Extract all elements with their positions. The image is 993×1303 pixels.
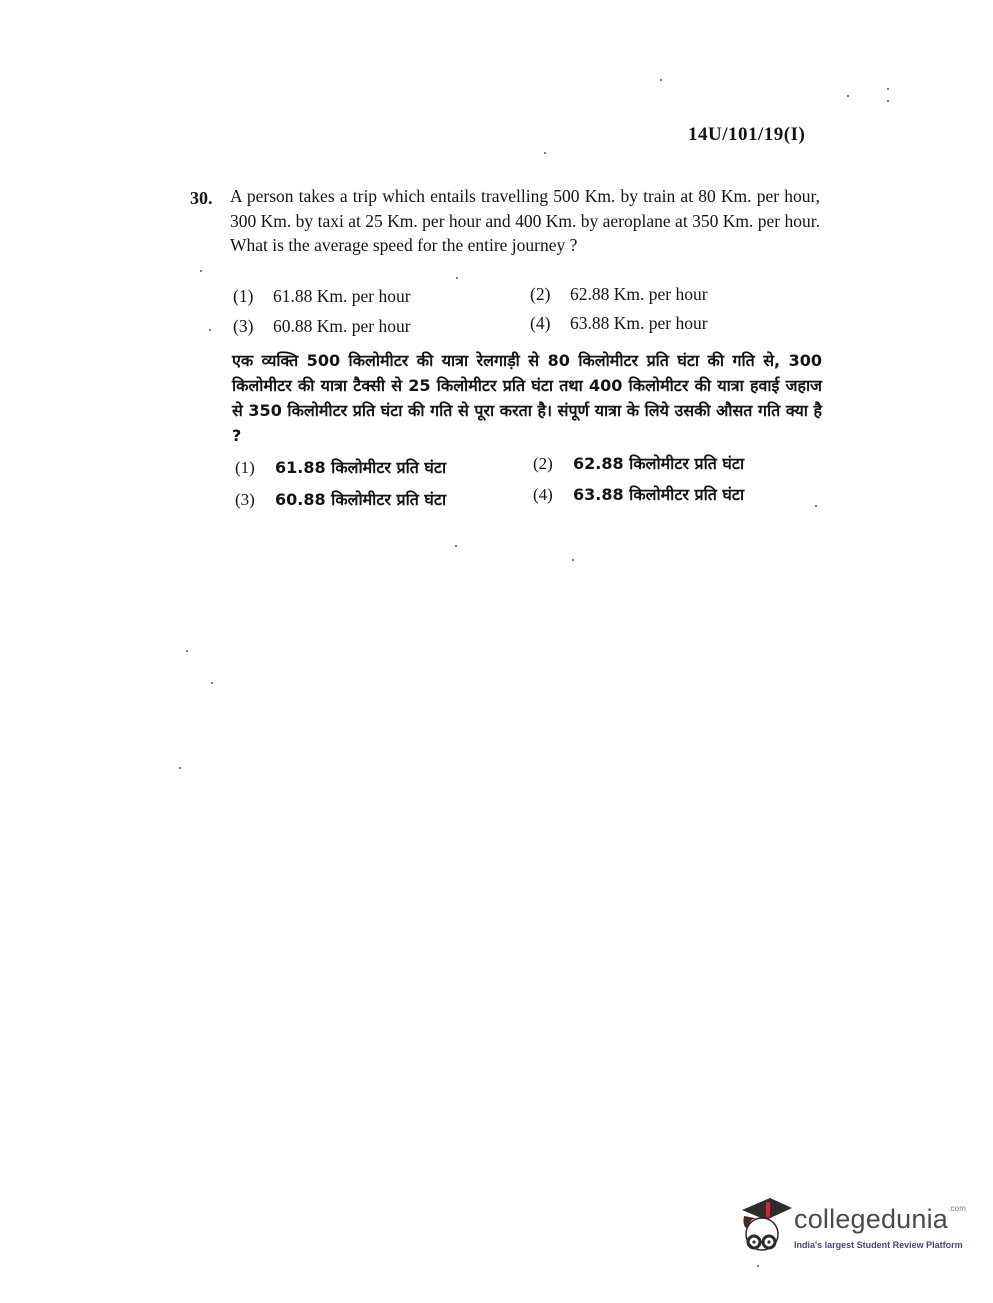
scan-speck — [887, 100, 889, 102]
option-number: (3) — [233, 316, 254, 336]
question-number: 30. — [190, 188, 213, 208]
scan-speck — [887, 88, 889, 90]
scan-speck — [815, 505, 817, 507]
collegedunia-watermark — [736, 1196, 966, 1260]
option-number: (4) — [530, 313, 551, 333]
scan-speck — [186, 650, 188, 652]
option-number: (1) — [233, 286, 254, 306]
brand-tagline: India's largest Student Review Platform — [794, 1240, 963, 1250]
question-text-hindi: एक व्यक्ति 500 किलोमीटर की यात्रा रेलगाड़ी से 80 किलोमीटर प्रति घंटा की गति से, 300 किलोमीटर की यात्रा टैक्सी से 25 किलोमीटर प्रति घंटा तथा 400 किलोमीटर की यात्रा हवाई जहाज से 350 किलोमीटर प्रति घंटा की गति से पूरा करता है। संपूर्ण यात्रा के लिये उसकी औसत गति क्या है ? — [232, 351, 822, 445]
option-text: 63.88 Km. per hour — [570, 313, 708, 333]
option-hi-1 — [235, 456, 446, 478]
scan-speck — [455, 545, 457, 547]
option-text: 61.88 Km. per hour — [273, 286, 411, 306]
scan-speck — [660, 79, 662, 81]
option-hi-4 — [533, 483, 744, 505]
brand-wordmark: collegedunia — [794, 1204, 949, 1234]
scan-speck — [572, 559, 574, 561]
scan-speck — [757, 1265, 759, 1267]
option-text: 62.88 किलोमीटर प्रति घंटा — [573, 454, 745, 473]
option-hi-3 — [235, 488, 446, 510]
scan-speck — [211, 682, 213, 684]
scan-speck — [456, 277, 458, 279]
scan-speck — [209, 329, 211, 331]
option-number: (3) — [235, 490, 255, 509]
scan-speck — [179, 767, 181, 769]
option-number: (4) — [533, 485, 553, 504]
graduate-mascot-icon — [736, 1196, 794, 1258]
option-text: 61.88 किलोमीटर प्रति घंटा — [275, 458, 447, 477]
scan-speck — [200, 270, 202, 272]
option-text: 63.88 किलोमीटर प्रति घंटा — [573, 485, 745, 504]
brand-name — [794, 1204, 966, 1235]
option-text: 60.88 Km. per hour — [273, 316, 411, 336]
option-hi-2 — [533, 452, 744, 474]
scan-speck — [847, 95, 849, 97]
brand-suffix: .com — [948, 1204, 967, 1213]
option-en-4 — [530, 313, 708, 334]
option-en-3 — [233, 316, 411, 337]
option-en-2 — [530, 284, 708, 305]
option-en-1 — [233, 286, 411, 307]
scan-speck — [544, 152, 546, 154]
option-number: (1) — [235, 458, 255, 477]
option-text: 60.88 किलोमीटर प्रति घंटा — [275, 490, 447, 509]
option-number: (2) — [530, 284, 551, 304]
question-text-english: A person takes a trip which entails travelling 500 Km. by train at 80 Km. per hour, 300 Km. by taxi at 25 Km. per hour and 400 Km. by aeroplane at 350 Km. per hour. What is the average speed for the entire journey ? — [230, 186, 820, 255]
paper-code: 14U/101/19(I) — [688, 124, 806, 145]
option-number: (2) — [533, 454, 553, 473]
option-text: 62.88 Km. per hour — [570, 284, 708, 304]
